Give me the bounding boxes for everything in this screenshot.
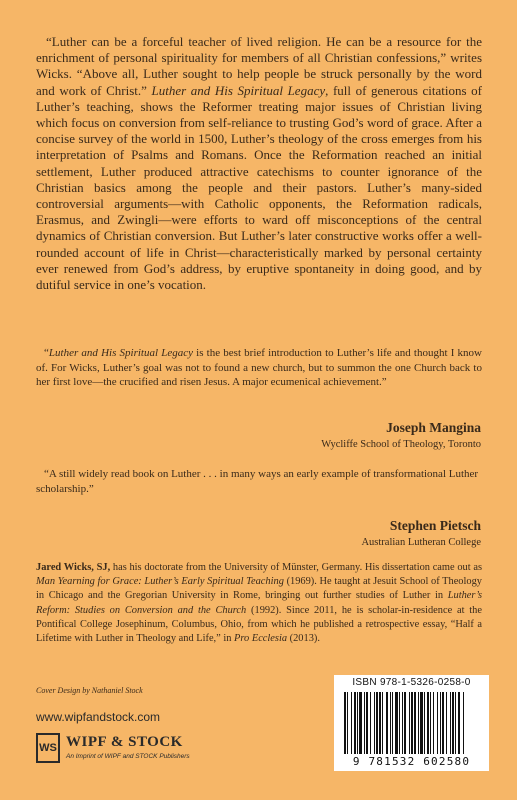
publisher-logo-text: WS: [39, 742, 57, 754]
barcode-bar: [357, 692, 358, 754]
bio-text-4: (2013).: [287, 633, 320, 645]
endorser-affiliation-1: Wycliffe School of Theology, Toronto: [321, 439, 481, 450]
barcode-bar: [390, 692, 391, 754]
bio-journal: Pro Ecclesia: [234, 633, 288, 645]
barcode-bar: [359, 692, 362, 754]
barcode-bar: [404, 692, 406, 754]
barcode-bar: [402, 692, 403, 754]
bio-text-2: (1969). He taught at Jesuit School of Theology in Chicago and the Gregorian University in Rome, bringing out further studies of Luther in: [36, 576, 482, 602]
barcode-bar: [433, 692, 434, 754]
barcode-bar: [376, 692, 378, 754]
barcode-bar: [414, 692, 416, 754]
barcode-bar: [427, 692, 429, 754]
barcode-bar: [458, 692, 460, 754]
barcode-bar: [344, 692, 346, 754]
quote-book-title: Luther and His Spiritual Legacy: [48, 347, 193, 359]
endorser-affiliation-2: Australian Lutheran College: [361, 537, 481, 548]
barcode-bar: [420, 692, 423, 754]
endorsement-quote-1: [36, 346, 482, 390]
barcode-bar: [446, 692, 447, 754]
barcode-bar: [379, 692, 381, 754]
quote-open-mark: “: [44, 347, 49, 359]
isbn-label: ISBN 978-1-5326-0258-0: [352, 677, 471, 688]
blurb-paragraph: [36, 34, 482, 293]
blurb-text-1: “Luther can be a forceful teacher of lived religion. He can be a resource for the enrichment of personal spirituality for members of all Christian confessions,” writes Wicks. “Above all, Luther sought to help people be struck personally by the word and work of Christ.”: [36, 34, 482, 98]
barcode-bar: [351, 692, 352, 754]
barcode-icon: [340, 692, 483, 756]
author-bio: [36, 561, 482, 646]
endorser-name-2: Stephen Pietsch: [389, 518, 481, 533]
barcode-digits: 9 781532 602580: [352, 755, 471, 768]
barcode-bar: [392, 692, 393, 754]
barcode-bar: [382, 692, 383, 754]
barcode-bar: [364, 692, 365, 754]
barcode-bar: [455, 692, 456, 754]
author-name: Jared Wicks, SJ,: [36, 562, 111, 573]
barcode-bar: [440, 692, 441, 754]
barcode-bar: [437, 692, 438, 754]
barcode-bar: [370, 692, 371, 754]
publisher-imprint: An Imprint of WIPF and STOCK Publishers: [66, 753, 190, 760]
barcode-bar: [430, 692, 431, 754]
barcode-bar: [354, 692, 356, 754]
barcode-bar: [463, 692, 464, 754]
publisher-logo-icon: [36, 733, 60, 763]
barcode-bar: [399, 692, 400, 754]
barcode-bar: [395, 692, 398, 754]
bio-book-1: Man Yearning for Grace: Luther’s Early Spiritual Teaching: [36, 576, 284, 588]
barcode-bar: [347, 692, 348, 754]
barcode-bar: [374, 692, 375, 754]
bio-text-1: has his doctorate from the University of Münster, Germany. His dissertation came out as: [110, 562, 483, 573]
barcode-bar: [366, 692, 368, 754]
quote-text: is the best brief introduction to Luther’s life and thought I know of. For Wicks, Luther’s goal was not to found a new church, but to summon the one Church back to her first love—the crucified and risen Jesus. A major ecumenical achievement.”: [36, 347, 482, 388]
barcode-bar: [409, 692, 410, 754]
barcode-bar: [450, 692, 451, 754]
barcode-bar: [452, 692, 454, 754]
bio-text-3: (1992). Since 2011, he is scholar-in-residence at the Pontifical College Josephinum, Columbus, Ohio, from which he published a retrospective essay, “Half a Lifetime with Luther in Theology and Life,” in: [36, 604, 482, 645]
barcode-bar: [411, 692, 413, 754]
blurb-text-2: , full of generous citations of Luther’s teaching, shows the Reformer treating major issues of Christian living which focus on conversion from self-reliance to trusting God’s word of grace. After a concise survey of the world in 1500, Luther’s theology of the cross emerges from his interpretation of Psalms and Romans. Once the Reformation reached an initial settlement, Luther produced attractive catechisms to counter ignorance of the Christian basics among the people and their pastors. Luther’s many-sided controversial arguments—with Catholic opponents, the Reformation radicals, Erasmus, and Zwingli—were efforts to ward off misconceptions of the central dynamics of Christian conversion. But Luther’s later constructive works offer a well-rounded account of life in Christ—characteristically marked by personal certainty ever renewed from God’s address, by eruptive spontaneity in doing good, and by dutiful service in one’s vocation.: [36, 82, 483, 293]
endorser-name-1: Joseph Mangina: [386, 420, 481, 435]
barcode-bar: [442, 692, 444, 754]
endorsement-quote-2: “A still widely read book on Luther . . . in many ways an early example of transformational Luther scholarship.”: [36, 468, 479, 495]
barcode-bar: [386, 692, 388, 754]
publisher-name: WIPF & STOCK: [66, 734, 183, 750]
cover-design-credit: Cover Design by Nathaniel Stock: [36, 686, 143, 695]
blurb-book-title: Luther and His Spiritual Legacy: [151, 82, 326, 98]
isbn-barcode: [334, 675, 489, 771]
barcode-bar: [424, 692, 425, 754]
barcode-bar: [418, 692, 419, 754]
bio-book-2: Luther’s Reform: Studies on Conversion and the Church: [36, 590, 482, 616]
publisher-website: www.wipfandstock.com: [36, 710, 161, 724]
